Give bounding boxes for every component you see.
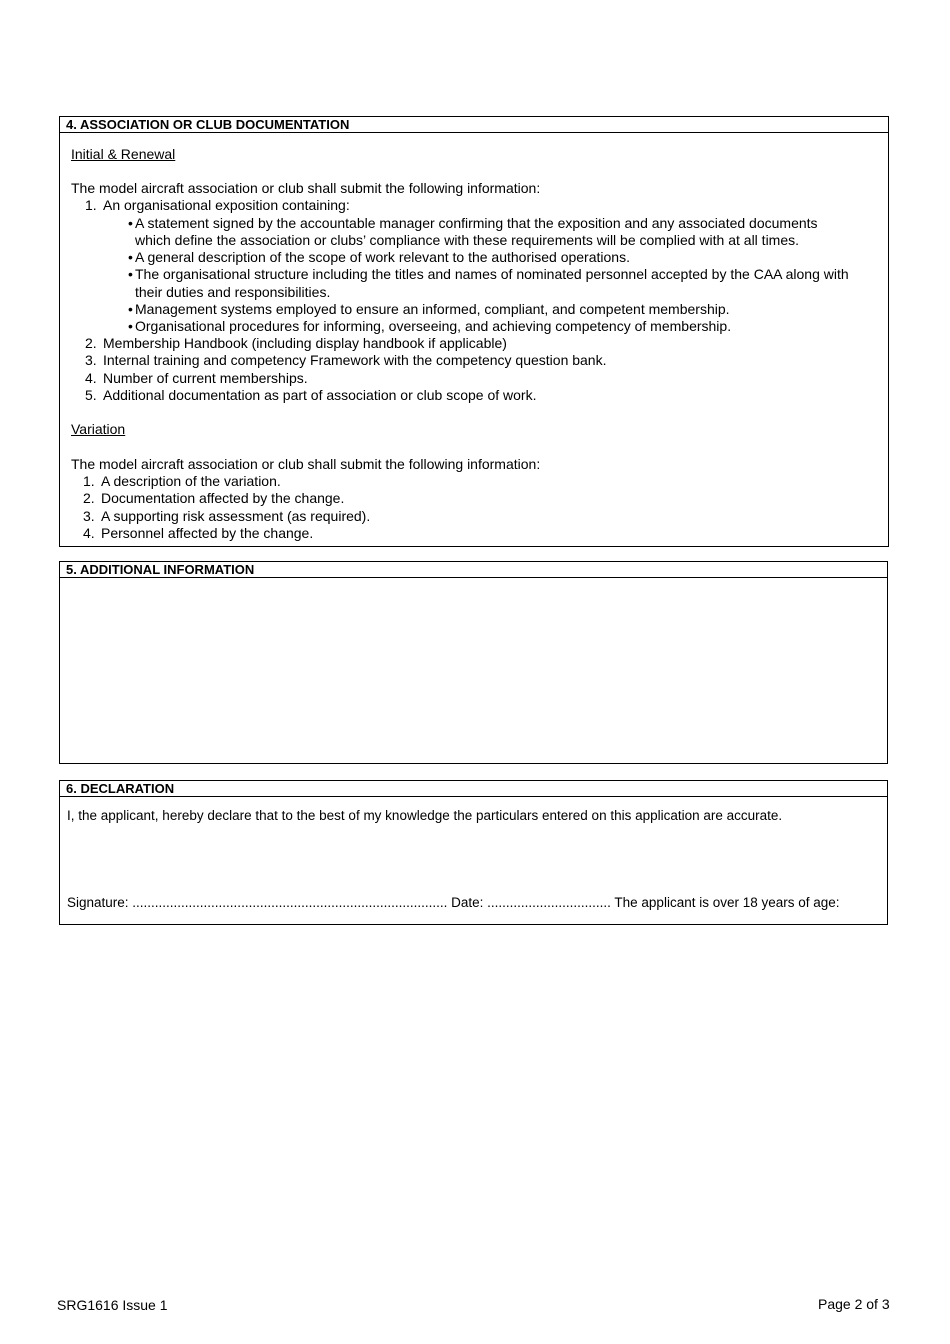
variation-list-item: 4. Personnel affected by the change. [83, 525, 314, 541]
bullet-item-continuation: which define the association or clubs’ compliance with these requirements will be complied with at all times. [135, 232, 800, 248]
additional-information-field[interactable] [60, 578, 887, 763]
list-item: 4. Number of current memberships. [85, 370, 308, 386]
declaration-text: I, the applicant, hereby declare that to the best of my knowledge the particulars entered on this application are accurate. [67, 808, 783, 823]
variation-list-item: 1. A description of the variation. [83, 473, 281, 489]
list-item: 3. Internal training and competency Framework with the competency question bank. [85, 352, 607, 368]
variation-intro-text: The model aircraft association or club shall submit the following information: [71, 456, 541, 472]
bullet-item: • The organisational structure including the titles and names of nominated personnel accepted by the CAA along with [128, 266, 849, 282]
section-title: 4. ASSOCIATION OR CLUB DOCUMENTATION [60, 117, 888, 133]
list-item: 2. Membership Handbook (including display handbook if applicable) [85, 335, 507, 351]
section-title: 6. DECLARATION [60, 781, 887, 797]
bullet-item-continuation: their duties and responsibilities. [135, 284, 331, 300]
variation-list-item: 3. A supporting risk assessment (as required). [83, 508, 371, 524]
section-additional-information [59, 561, 888, 764]
list-item: 1. An organisational exposition containing: [85, 197, 350, 213]
bullet-item: • Organisational procedures for informing, overseeing, and achieving competency of membership. [128, 318, 732, 334]
bullet-item: • A statement signed by the accountable manager confirming that the exposition and any associated documents [128, 215, 818, 231]
variation-heading: Variation [71, 421, 126, 437]
bullet-item: • Management systems employed to ensure an informed, compliant, and competent membership. [128, 301, 730, 317]
section-title: 5. ADDITIONAL INFORMATION [60, 562, 887, 578]
section-association-documentation [59, 116, 889, 547]
list-item: 5. Additional documentation as part of association or club scope of work. [85, 387, 537, 403]
variation-list-item: 2. Documentation affected by the change. [83, 490, 345, 506]
intro-text: The model aircraft association or club shall submit the following information: [71, 180, 541, 196]
signature-date-line[interactable]: Signature: .................................................................................... Date: ................................. The applicant is over 18 years of age: [67, 895, 840, 910]
bullet-item: • A general description of the scope of work relevant to the authorised operations. [128, 249, 630, 265]
form-reference: SRG1616 Issue 1 [57, 1297, 168, 1313]
section-declaration [59, 780, 888, 925]
initial-renewal-heading: Initial & Renewal [71, 146, 176, 162]
page-number: Page 2 of 3 [818, 1296, 890, 1312]
